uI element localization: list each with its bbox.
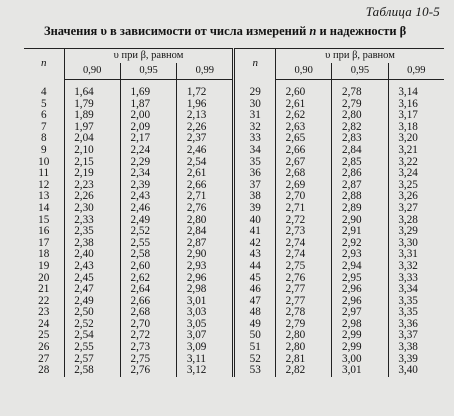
cell-value: 2,39	[130, 178, 151, 191]
left-value-cell	[120, 168, 176, 180]
left-value-cell	[64, 226, 120, 238]
cell-value: 2,15	[74, 155, 94, 168]
left-value-cell	[177, 342, 234, 354]
cell-value: 2,57	[74, 352, 94, 365]
left-n-cell: 15	[38, 213, 50, 226]
left-value-cell	[177, 168, 234, 180]
right-value-cell	[276, 226, 332, 238]
right-value-cell	[276, 87, 332, 99]
right-value-cell	[276, 284, 332, 296]
left-value-cell	[177, 226, 234, 238]
cell-value: 2,74	[285, 248, 306, 261]
values-table	[24, 48, 444, 377]
cell-value: 2,52	[130, 225, 151, 238]
right-n-cell: 45	[234, 273, 276, 285]
cell-value: 3,09	[186, 341, 207, 354]
right-value-cell	[332, 203, 388, 215]
cell-value: 2,99	[341, 341, 362, 354]
left-p-header: 0,95	[120, 63, 176, 80]
right-n-header: n	[234, 49, 276, 80]
table-row	[24, 203, 444, 215]
cell-value: 2,60	[285, 86, 306, 98]
cell-value: 2,26	[74, 190, 94, 203]
cell-value: 2,98	[341, 317, 362, 330]
right-n-cell: 31	[234, 110, 276, 122]
left-n-cell: 23	[38, 306, 50, 319]
cell-value: 3,35	[398, 306, 418, 319]
cell-value: 2,77	[285, 283, 306, 296]
title-middle: и надежности	[316, 24, 400, 38]
cell-value: 2,82	[285, 364, 306, 377]
cell-value: 3,28	[398, 213, 418, 226]
cell-value: 2,24	[130, 143, 151, 156]
left-group-header: υ при β, равном	[64, 49, 234, 64]
right-n-cell: 46	[234, 284, 276, 296]
left-value-cell	[177, 203, 234, 215]
cell-value: 3,21	[398, 143, 418, 156]
title-prefix: Значения υ в зависимости от числа измерений	[44, 24, 310, 38]
cell-value: 3,17	[398, 109, 418, 122]
cell-value: 2,84	[186, 225, 207, 238]
cell-value: 2,04	[74, 132, 94, 145]
right-value-cell	[388, 261, 444, 273]
right-n-cell: 53	[234, 365, 276, 377]
cell-value: 2,95	[341, 271, 362, 284]
left-p-header: 0,90	[64, 63, 120, 80]
cell-value: 2,49	[74, 294, 94, 307]
left-n-cell: 7	[40, 120, 47, 133]
cell-value: 3,26	[398, 190, 418, 203]
cell-value: 2,19	[74, 167, 94, 180]
left-n-cell: 13	[38, 190, 50, 203]
cell-value: 3,24	[398, 167, 418, 180]
table-title	[44, 24, 406, 39]
right-n-cell: 34	[234, 145, 276, 157]
cell-value: 3,01	[341, 364, 362, 377]
cell-value: 3,18	[398, 120, 418, 133]
right-n-cell: 29	[234, 87, 276, 99]
right-n-cell: 32	[234, 122, 276, 134]
right-n-cell: 47	[234, 296, 276, 308]
cell-value: 2,93	[186, 259, 207, 272]
cell-value: 2,63	[285, 120, 306, 133]
cell-value: 2,54	[186, 155, 207, 168]
left-n-cell: 5	[40, 97, 47, 110]
cell-value: 2,87	[341, 178, 362, 191]
cell-value: 2,81	[285, 352, 306, 365]
cell-value: 2,80	[186, 213, 207, 226]
cell-value: 2,83	[341, 132, 362, 145]
left-value-cell	[64, 168, 120, 180]
left-value-cell	[64, 284, 120, 296]
right-n-cell: 35	[234, 157, 276, 169]
cell-value: 2,73	[130, 341, 151, 354]
left-value-cell	[120, 87, 176, 99]
cell-value: 2,76	[285, 271, 306, 284]
table-row	[24, 342, 444, 354]
left-n-cell: 17	[38, 236, 50, 249]
right-group-header: υ при β, равном	[276, 49, 445, 64]
cell-value: 3,14	[398, 86, 418, 98]
cell-value: 3,12	[186, 364, 207, 377]
cell-value: 2,66	[130, 294, 151, 307]
table-row	[24, 87, 444, 99]
cell-value: 2,78	[285, 306, 306, 319]
cell-value: 3,31	[398, 248, 418, 261]
right-value-cell	[332, 226, 388, 238]
right-n-cell: 42	[234, 238, 276, 250]
cell-value: 1,97	[74, 120, 94, 133]
cell-value: 2,37	[186, 132, 207, 145]
cell-value: 2,90	[341, 213, 362, 226]
cell-value: 2,45	[74, 271, 94, 284]
cell-value: 2,54	[74, 329, 94, 342]
left-value-cell	[64, 203, 120, 215]
right-n-cell: 43	[234, 249, 276, 261]
cell-value: 2,99	[341, 329, 362, 342]
cell-value: 2,09	[130, 120, 151, 133]
cell-value: 2,94	[341, 259, 362, 272]
cell-value: 2,96	[341, 294, 362, 307]
left-p-header: 0,99	[177, 63, 234, 80]
cell-value: 2,80	[285, 341, 306, 354]
cell-value: 2,76	[130, 364, 151, 377]
right-value-cell	[332, 168, 388, 180]
table-row	[24, 145, 444, 157]
cell-value: 2,72	[285, 213, 306, 226]
table-row	[24, 365, 444, 377]
right-n-cell: 52	[234, 354, 276, 366]
cell-value: 2,10	[74, 143, 94, 156]
cell-value: 3,30	[398, 236, 418, 249]
left-n-header: n	[24, 49, 64, 80]
left-n-cell: 4	[40, 86, 47, 98]
cell-value: 2,52	[74, 317, 94, 330]
cell-value: 2,33	[74, 213, 94, 226]
cell-value: 2,70	[285, 190, 306, 203]
cell-value: 3,29	[398, 225, 418, 238]
left-n-cell: 18	[38, 248, 50, 261]
right-value-cell	[332, 145, 388, 157]
table-body	[24, 80, 444, 377]
right-value-cell	[388, 168, 444, 180]
left-n-cell: 28	[38, 364, 50, 377]
cell-value: 2,13	[186, 109, 207, 122]
cell-value: 2,73	[285, 225, 306, 238]
left-value-cell	[64, 261, 120, 273]
cell-value: 2,47	[74, 283, 94, 296]
right-value-cell	[276, 145, 332, 157]
cell-value: 3,11	[186, 352, 206, 365]
cell-value: 2,96	[341, 283, 362, 296]
left-value-cell	[120, 365, 176, 377]
right-n-cell: 36	[234, 168, 276, 180]
left-n-cell: 20	[38, 271, 50, 284]
cell-value: 1,69	[130, 86, 151, 98]
cell-value: 2,58	[74, 364, 94, 377]
cell-value: 3,32	[398, 259, 418, 272]
right-value-cell	[332, 261, 388, 273]
cell-value: 2,88	[341, 190, 362, 203]
cell-value: 2,43	[130, 190, 151, 203]
cell-value: 2,85	[341, 155, 362, 168]
table-row	[24, 284, 444, 296]
right-value-cell	[332, 87, 388, 99]
right-value-cell	[388, 365, 444, 377]
left-value-cell	[64, 365, 120, 377]
right-value-cell	[276, 168, 332, 180]
cell-value: 2,68	[285, 167, 306, 180]
cell-value: 2,35	[74, 225, 94, 238]
cell-value: 2,26	[186, 120, 207, 133]
right-n-cell: 49	[234, 319, 276, 331]
cell-value: 2,90	[186, 248, 207, 261]
cell-value: 2,58	[130, 248, 151, 261]
title-n: n	[309, 24, 317, 38]
right-value-cell	[276, 365, 332, 377]
cell-value: 3,37	[398, 329, 418, 342]
left-value-cell	[120, 226, 176, 238]
cell-value: 2,71	[285, 201, 306, 214]
right-value-cell	[332, 284, 388, 296]
cell-value: 2,75	[130, 352, 151, 365]
right-value-cell	[332, 365, 388, 377]
cell-value: 2,79	[341, 97, 362, 110]
cell-value: 2,64	[130, 283, 151, 296]
left-n-cell: 16	[38, 225, 50, 238]
left-value-cell	[177, 145, 234, 157]
cell-value: 2,49	[130, 213, 151, 226]
cell-value: 3,39	[398, 352, 418, 365]
left-n-cell: 11	[38, 167, 50, 180]
cell-value: 2,62	[285, 109, 306, 122]
cell-value: 2,93	[341, 248, 362, 261]
cell-value: 3,16	[398, 97, 418, 110]
cell-value: 2,76	[186, 201, 207, 214]
left-n-cell: 26	[38, 341, 50, 354]
right-value-cell	[276, 342, 332, 354]
left-n-cell: 25	[38, 329, 50, 342]
cell-value: 2,68	[130, 306, 151, 319]
left-value-cell	[64, 145, 120, 157]
left-value-cell	[177, 365, 234, 377]
cell-value: 2,00	[130, 109, 151, 122]
left-n-cell: 6	[40, 109, 47, 122]
right-value-cell	[388, 342, 444, 354]
right-p-header: 0,90	[276, 63, 332, 80]
cell-value: 2,66	[285, 143, 306, 156]
cell-value: 2,46	[130, 201, 151, 214]
right-value-cell	[388, 226, 444, 238]
cell-value: 2,89	[341, 201, 362, 214]
header-group-row	[24, 49, 444, 64]
cell-value: 2,38	[74, 236, 94, 249]
cell-value: 1,64	[74, 86, 94, 98]
cell-value: 3,36	[398, 317, 418, 330]
cell-value: 2,23	[74, 178, 94, 191]
cell-value: 2,55	[130, 236, 151, 249]
right-n-cell: 51	[234, 342, 276, 354]
cell-value: 2,69	[285, 178, 306, 191]
cell-value: 2,46	[186, 143, 207, 156]
cell-value: 3,35	[398, 294, 418, 307]
left-n-cell: 8	[40, 132, 47, 145]
left-value-cell	[177, 261, 234, 273]
cell-value: 2,96	[186, 271, 207, 284]
right-value-cell	[276, 203, 332, 215]
cell-value: 2,71	[186, 190, 207, 203]
right-n-cell: 37	[234, 180, 276, 192]
right-n-cell: 48	[234, 307, 276, 319]
left-n-cell: 10	[38, 155, 50, 168]
right-n-cell: 38	[234, 191, 276, 203]
cell-value: 3,03	[186, 306, 207, 319]
cell-value: 2,43	[74, 259, 94, 272]
right-value-cell	[388, 87, 444, 99]
cell-value: 2,91	[341, 225, 362, 238]
cell-value: 2,92	[341, 236, 362, 249]
left-value-cell	[120, 342, 176, 354]
right-p-header: 0,99	[388, 63, 444, 80]
right-value-cell	[388, 203, 444, 215]
cell-value: 1,89	[74, 109, 94, 122]
cell-value: 3,27	[398, 201, 418, 214]
cell-value: 2,84	[341, 143, 362, 156]
right-n-cell: 40	[234, 215, 276, 227]
cell-value: 2,66	[186, 178, 207, 191]
cell-value: 2,30	[74, 201, 94, 214]
cell-value: 2,61	[285, 97, 306, 110]
cell-value: 2,75	[285, 259, 306, 272]
right-n-cell: 39	[234, 203, 276, 215]
left-value-cell	[120, 261, 176, 273]
cell-value: 3,00	[341, 352, 362, 365]
left-n-cell: 27	[38, 352, 50, 365]
cell-value: 2,80	[285, 329, 306, 342]
left-value-cell	[120, 203, 176, 215]
table-caption: Таблица 10-5	[365, 4, 440, 19]
cell-value: 2,87	[186, 236, 207, 249]
cell-value: 2,50	[74, 306, 94, 319]
cell-value: 2,67	[285, 155, 306, 168]
cell-value: 3,38	[398, 341, 418, 354]
cell-value: 3,20	[398, 132, 418, 145]
cell-value: 2,55	[74, 341, 94, 354]
right-value-cell	[388, 145, 444, 157]
cell-value: 3,40	[398, 364, 418, 377]
cell-value: 2,80	[341, 109, 362, 122]
cell-value: 2,29	[130, 155, 151, 168]
right-n-cell: 30	[234, 99, 276, 111]
left-n-cell: 14	[38, 201, 50, 214]
cell-value: 2,61	[186, 167, 207, 180]
right-n-cell: 41	[234, 226, 276, 238]
left-n-cell: 12	[38, 178, 50, 191]
cell-value: 2,70	[130, 317, 151, 330]
left-n-cell: 22	[38, 294, 50, 307]
table-row	[24, 261, 444, 273]
cell-value: 2,98	[186, 283, 207, 296]
cell-value: 2,34	[130, 167, 151, 180]
cell-value: 2,78	[341, 86, 362, 98]
cell-value: 2,77	[285, 294, 306, 307]
title-beta: β	[399, 24, 407, 38]
cell-value: 3,25	[398, 178, 418, 191]
cell-value: 3,01	[186, 294, 207, 307]
right-value-cell	[276, 261, 332, 273]
cell-value: 3,33	[398, 271, 418, 284]
left-n-cell: 19	[38, 259, 50, 272]
left-value-cell	[120, 284, 176, 296]
right-n-cell: 44	[234, 261, 276, 273]
cell-value: 2,62	[130, 271, 151, 284]
cell-value: 1,72	[186, 86, 207, 98]
right-p-header: 0,95	[332, 63, 388, 80]
cell-value: 3,05	[186, 317, 207, 330]
cell-value: 2,82	[341, 120, 362, 133]
cell-value: 1,79	[74, 97, 94, 110]
cell-value: 3,34	[398, 283, 418, 296]
cell-value: 2,72	[130, 329, 151, 342]
cell-value: 3,07	[186, 329, 207, 342]
cell-value: 2,65	[285, 132, 306, 145]
left-n-cell: 21	[38, 283, 50, 296]
cell-value: 2,40	[74, 248, 94, 261]
table-row	[24, 226, 444, 238]
left-value-cell	[177, 284, 234, 296]
cell-value: 3,22	[398, 155, 418, 168]
cell-value: 1,96	[186, 97, 207, 110]
cell-value: 2,60	[130, 259, 151, 272]
cell-value: 2,74	[285, 236, 306, 249]
left-value-cell	[64, 87, 120, 99]
cell-value: 2,79	[285, 317, 306, 330]
cell-value: 1,87	[130, 97, 151, 110]
left-n-cell: 9	[40, 143, 47, 156]
right-n-cell: 50	[234, 330, 276, 342]
right-n-cell: 33	[234, 133, 276, 145]
left-n-cell: 24	[38, 317, 50, 330]
cell-value: 2,86	[341, 167, 362, 180]
table-row	[24, 168, 444, 180]
cell-value: 2,97	[341, 306, 362, 319]
left-value-cell	[120, 145, 176, 157]
right-value-cell	[388, 284, 444, 296]
right-value-cell	[332, 342, 388, 354]
cell-value: 2,17	[130, 132, 151, 145]
left-value-cell	[177, 87, 234, 99]
left-value-cell	[64, 342, 120, 354]
